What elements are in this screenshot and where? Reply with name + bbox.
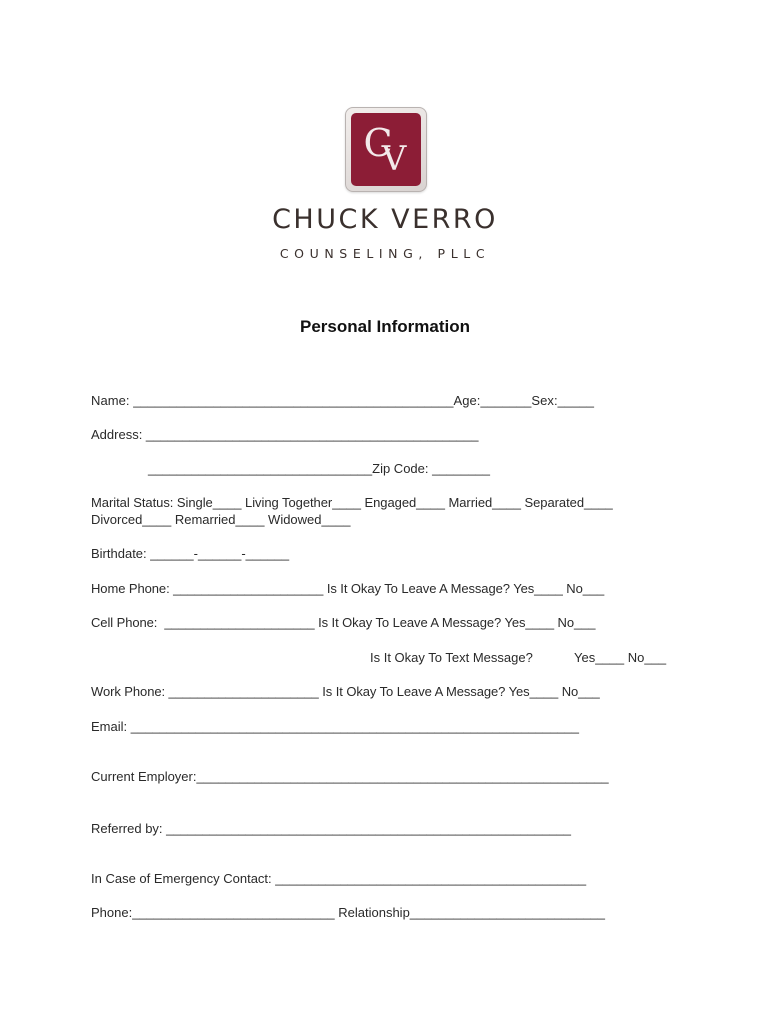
marital-status-line-2[interactable]: Divorced____ Remarried____ Widowed____ (91, 512, 351, 527)
home-phone-line[interactable]: Home Phone: _____________________ Is It Okay To Leave A Message? Yes____ No___ (91, 581, 605, 596)
brand-name: CHUCK VERRO (272, 204, 498, 235)
text-message-options[interactable]: Yes____ No___ (574, 650, 667, 665)
phone-relationship-line[interactable]: Phone:____________________________ Relationship___________________________ (91, 905, 606, 920)
current-employer-line[interactable]: Current Employer:_________________________________________________________ (91, 769, 609, 784)
text-message-question: Is It Okay To Text Message? (370, 650, 533, 665)
brand-subtitle: COUNSELING, PLLC (279, 246, 491, 261)
cv-monogram-icon (346, 108, 426, 191)
page-title: Personal Information (299, 317, 471, 336)
cell-phone-line[interactable]: Cell Phone: _____________________ Is It Okay To Leave A Message? Yes____ No___ (91, 615, 596, 630)
name-age-sex-line[interactable]: Name: ____________________________________________Age:_______Sex:_____ (91, 393, 595, 408)
svg-text:V: V (381, 139, 407, 179)
email-line[interactable]: Email: ______________________________________________________________ (91, 719, 579, 734)
emergency-contact-line[interactable]: In Case of Emergency Contact: ___________________________________________ (91, 871, 587, 886)
birthdate-line[interactable]: Birthdate: ______-______-______ (91, 546, 290, 561)
address-zip-line[interactable]: _______________________________Zip Code: ________ (148, 461, 490, 476)
logo-emblem (345, 107, 427, 192)
work-phone-line[interactable]: Work Phone: _____________________ Is It Okay To Leave A Message? Yes____ No___ (91, 684, 600, 699)
svg-text:C: C (363, 121, 393, 165)
address-line[interactable]: Address: ______________________________________________ (91, 427, 479, 442)
marital-status-line-1[interactable]: Marital Status: Single____ Living Together____ Engaged____ Married____ Separated____ (91, 495, 613, 510)
referred-by-line[interactable]: Referred by: ________________________________________________________ (91, 821, 572, 836)
